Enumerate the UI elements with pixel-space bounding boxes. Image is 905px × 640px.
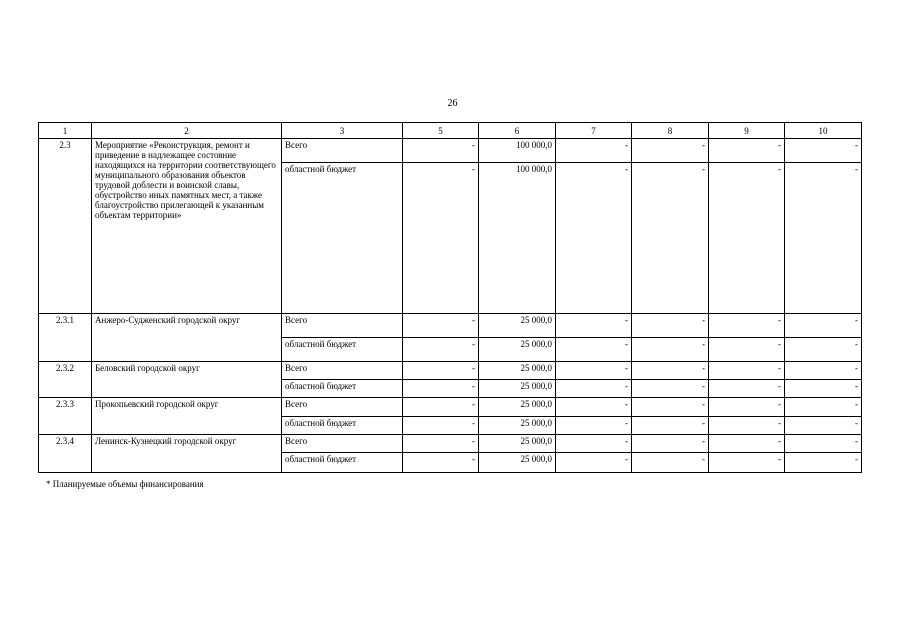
value-cell: -: [556, 417, 632, 435]
header-cell: 10: [785, 123, 862, 139]
item-name: Мероприятие «Реконструкция, ремонт и приведение в надлежащее состояние находящихся на территории соответствующего муниципального образования объектов трудовой доблести и воинской славы, обустройство иных памятных мест, а также благоустройство прилегающей к указанным объектам территории»: [92, 139, 282, 314]
value-cell: -: [785, 380, 862, 398]
value-cell: -: [785, 314, 862, 338]
value-cell: -: [556, 435, 632, 453]
funding-source: областной бюджет: [282, 338, 403, 362]
table-row: [39, 314, 862, 338]
value-cell: -: [632, 314, 709, 338]
value-cell: -: [556, 163, 632, 314]
item-code: 2.3.3: [39, 398, 92, 435]
header-cell: 1: [39, 123, 92, 139]
footnote: * Планируемые объемы финансирования: [46, 479, 204, 489]
value-cell: -: [785, 163, 862, 314]
header-cell: 6: [479, 123, 556, 139]
item-name: Анжеро-Судженский городской округ: [92, 314, 282, 362]
funding-source: Всего: [282, 435, 403, 453]
item-code: 2.3.1: [39, 314, 92, 362]
value-cell: 25 000,0: [479, 314, 556, 338]
item-name: Беловский городской округ: [92, 362, 282, 398]
value-cell: -: [403, 139, 479, 163]
value-cell: 25 000,0: [479, 362, 556, 380]
value-cell: -: [785, 398, 862, 417]
value-cell: -: [556, 314, 632, 338]
value-cell: -: [556, 453, 632, 473]
value-cell: -: [709, 314, 785, 338]
value-cell: -: [709, 163, 785, 314]
value-cell: -: [709, 435, 785, 453]
item-name: Прокопьевский городской округ: [92, 398, 282, 435]
table-row: [39, 435, 862, 453]
funding-source: областной бюджет: [282, 163, 403, 314]
item-name: Ленинск-Кузнецкий городской округ: [92, 435, 282, 473]
table-row: [39, 362, 862, 380]
value-cell: -: [556, 139, 632, 163]
header-cell: 3: [282, 123, 403, 139]
value-cell: 100 000,0: [479, 163, 556, 314]
value-cell: -: [632, 435, 709, 453]
value-cell: -: [403, 362, 479, 380]
value-cell: -: [632, 338, 709, 362]
value-cell: -: [403, 314, 479, 338]
value-cell: -: [785, 453, 862, 473]
funding-source: Всего: [282, 362, 403, 380]
value-cell: -: [785, 435, 862, 453]
value-cell: -: [632, 139, 709, 163]
header-cell: 7: [556, 123, 632, 139]
value-cell: -: [709, 338, 785, 362]
value-cell: -: [403, 453, 479, 473]
value-cell: -: [556, 338, 632, 362]
value-cell: -: [709, 453, 785, 473]
value-cell: -: [632, 398, 709, 417]
value-cell: -: [709, 139, 785, 163]
value-cell: 25 000,0: [479, 453, 556, 473]
item-code: 2.3.4: [39, 435, 92, 473]
value-cell: -: [632, 453, 709, 473]
value-cell: -: [556, 380, 632, 398]
item-code: 2.3.2: [39, 362, 92, 398]
value-cell: -: [709, 380, 785, 398]
value-cell: -: [403, 163, 479, 314]
funding-source: Всего: [282, 314, 403, 338]
value-cell: -: [785, 338, 862, 362]
value-cell: -: [556, 398, 632, 417]
value-cell: -: [709, 398, 785, 417]
value-cell: 25 000,0: [479, 398, 556, 417]
header-row: [39, 123, 862, 139]
funding-source: областной бюджет: [282, 453, 403, 473]
funding-source: Всего: [282, 139, 403, 163]
value-cell: -: [403, 398, 479, 417]
table-row: [39, 139, 862, 163]
value-cell: -: [632, 380, 709, 398]
value-cell: 25 000,0: [479, 417, 556, 435]
table-row: [39, 398, 862, 417]
value-cell: -: [785, 139, 862, 163]
value-cell: -: [785, 417, 862, 435]
value-cell: -: [709, 417, 785, 435]
funding-source: Всего: [282, 398, 403, 417]
header-cell: 9: [709, 123, 785, 139]
header-cell: 5: [403, 123, 479, 139]
value-cell: -: [785, 362, 862, 380]
funding-source: областной бюджет: [282, 380, 403, 398]
value-cell: -: [632, 417, 709, 435]
value-cell: -: [556, 362, 632, 380]
header-cell: 8: [632, 123, 709, 139]
value-cell: 25 000,0: [479, 338, 556, 362]
value-cell: -: [632, 163, 709, 314]
financing-table: [38, 122, 862, 473]
funding-source: областной бюджет: [282, 417, 403, 435]
value-cell: 100 000,0: [479, 139, 556, 163]
value-cell: -: [403, 417, 479, 435]
value-cell: -: [403, 338, 479, 362]
value-cell: 25 000,0: [479, 380, 556, 398]
value-cell: -: [709, 362, 785, 380]
item-code: 2.3: [39, 139, 92, 314]
value-cell: -: [632, 362, 709, 380]
header-cell: 2: [92, 123, 282, 139]
page-number: 26: [447, 98, 458, 109]
value-cell: -: [403, 380, 479, 398]
value-cell: -: [403, 435, 479, 453]
value-cell: 25 000,0: [479, 435, 556, 453]
